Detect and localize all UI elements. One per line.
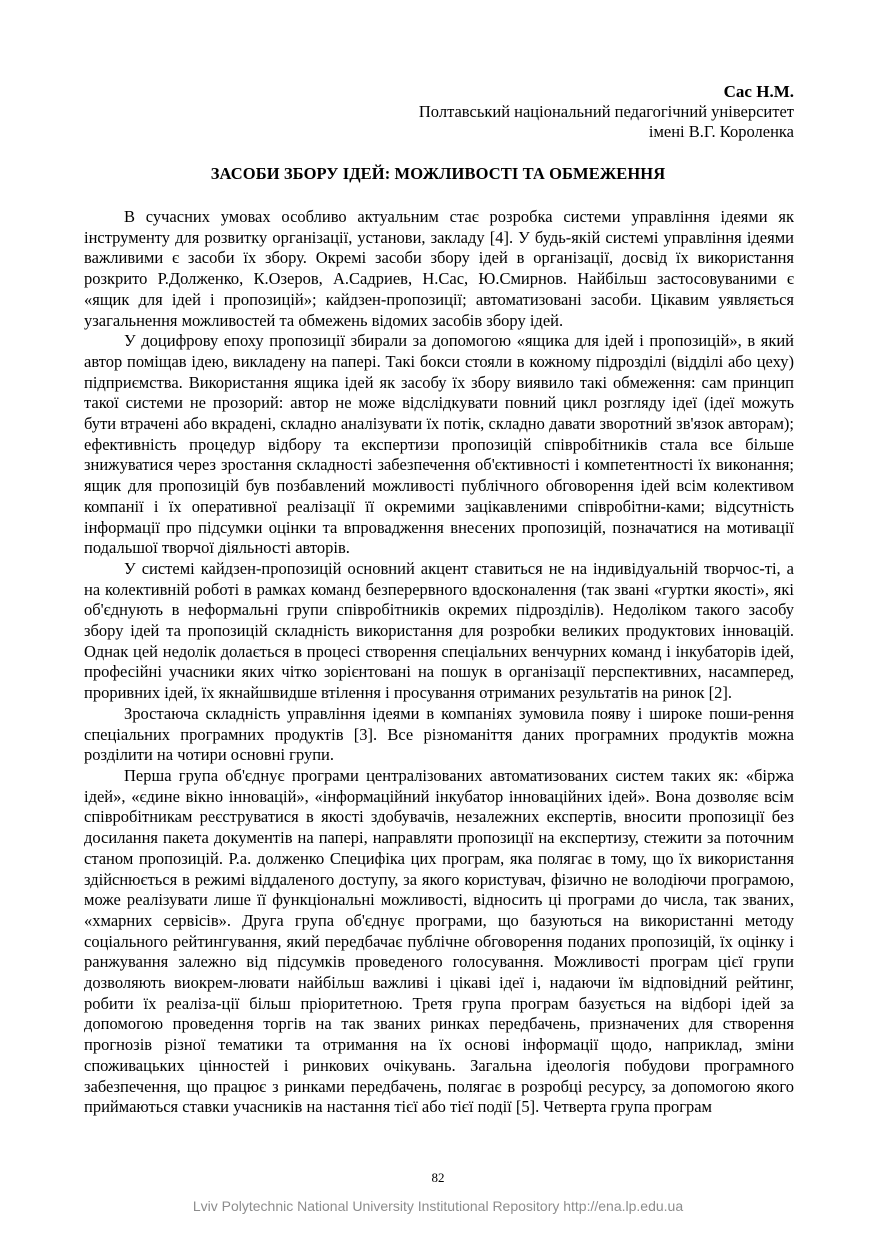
article-title: ЗАСОБИ ЗБОРУ ІДЕЙ: МОЖЛИВОСТІ ТА ОБМЕЖЕННЯ <box>210 164 666 183</box>
repository-footer: Lviv Polytechnic National University Institutional Repository http://ena.lp.edu.ua <box>192 1198 684 1214</box>
article-header <box>419 82 794 142</box>
author-name: Сас Н.М. <box>723 82 794 101</box>
paragraph: У доцифрову епоху пропозиції збирали за допомогою «ящика для ідей і пропозицій», в який автор поміщав ідею, викладену на папері. Такі бокси стояли в кожному підрозділі (відділі або цеху) підприємства. Використання ящика ідей як засобу їх збору виявило такі обмеження: сам принцип такої системи не прозорий: автор не може відслідкувати повний цикл розгляду ідеї (ідеї можуть бути втрачені або вкрадені, складно аналізувати їх потік, складно давати зворотний зв'язок авторам); ефективність процедур відбору та експертизи пропозицій співробітників стала все більше знижуватися через зростання складності забезпечення об'єктивності і компетентності їх виконання; ящик для пропозицій був позбавлений можливості публічного обговорення ідей всім колективом компанії і їх оперативної реалізації її окремими зацікавленими співробітни-ками; відсутність інформації про підсумки оцінки та впровадження внесених пропозицій, позначатися на мотивації подальшої творчої діяльності авторів. <box>84 331 794 558</box>
paragraph: Перша група об'єднує програми централізованих автоматизованих систем таких як: «біржа ідей», «єдине вікно інновацій», «інформаційний інкубатор інноваційних ідей». Вона дозволяє всім співробітникам реєструватися в якості здобувачів, незалежних експертів, вносити пропозиції без досилання пакета документів на папері, направляти пропозиції на експертизу, стежити за поточним станом пропозицій. Р.а. долженко Специфіка цих програм, яка полягає в тому, що їх використання здійснюється в режимі віддаленого доступу, за якого користувач, фізично не володіючи програмою, може реалізувати лише її функціональні можливості, відносить ці програми до числа, так званих, «хмарних сервісів». Друга група об'єднує програми, що базуються на використанні методу соціального рейтингування, який передбачає публічне обговорення поданих пропозицій, їх оцінку і ранжування залежно від підсумків проведеного голосування. Можливості програм цієї групи дозволяють виокрем-лювати найбільш важливі і цікаві ідеї і, надаючи їм відповідний рейтинг, робити їх реаліза-ції більш пріоритетною. Третя група програм базується на відборі ідей за допомогою проведення торгів на так званих ринках передбачень, призначених для створення прогнозів різної тематики та отримання на їх основі інформації щодо, наприклад, зміни споживацьких цінностей і ринкових очікувань. Загальна ідеологія побудови програмного забезпечення, що працює з ринками передбачень, полягає в розробці ресурсу, за допомогою якого приймаються ставки учасників на настання тієї або тієї події [5]. Четверта група програм <box>84 765 794 1117</box>
affiliation-line-2: імені В.Г. Короленка <box>648 122 794 141</box>
article-body <box>84 207 794 1118</box>
paragraph: У системі кайдзен-пропозицій основний акцент ставиться не на індивідуальній творчос-ті, а на колективній роботі в рамках команд безперервного вдосконалення (так звані «гуртки якості», які об'єднують в неформальні групи співробітників окремих підрозділів). Недоліком такого засобу збору ідей та пропозицій складність використання для розробки великих продуктових інновацій. Однак цей недолік долається в процесі створення спеціальних венчурних команд і інкубаторів ідей, професійні учасники яких чітко зорієнтовані на пошук в організації перспективних, насамперед, проривних ідей, їх якнайшвидше втілення і просування отриманих результатів на ринок [2]. <box>84 558 794 703</box>
paragraph: Зростаюча складність управління ідеями в компаніях зумовила появу і широке поши-рення спеціальних програмних продуктів [3]. Все різноманіття даних програмних продуктів можна розділити на чотири основні групи. <box>84 703 794 765</box>
paragraph: В сучасних умовах особливо актуальним стає розробка системи управління ідеями як інструменту для розвитку організації, установи, закладу [4]. У будь-якій системі управління ідеями важливими є засоби їх збору. Окремі засоби збору ідей в організації, досвід їх використання розкрито Р.Долженко, К.Озеров, А.Садриев, Н.Сас, Ю.Смирнов. Найбільш застосовуваними є «ящик для ідей і пропозицій»; кайдзен-пропозиції; автоматизовані засоби. Цікавим уявляється узагальнення можливостей та обмежень відомих засобів збору ідей. <box>84 207 794 330</box>
affiliation-line-1: Полтавський національний педагогічний університет <box>418 102 794 121</box>
page-number: 82 <box>431 1170 445 1185</box>
